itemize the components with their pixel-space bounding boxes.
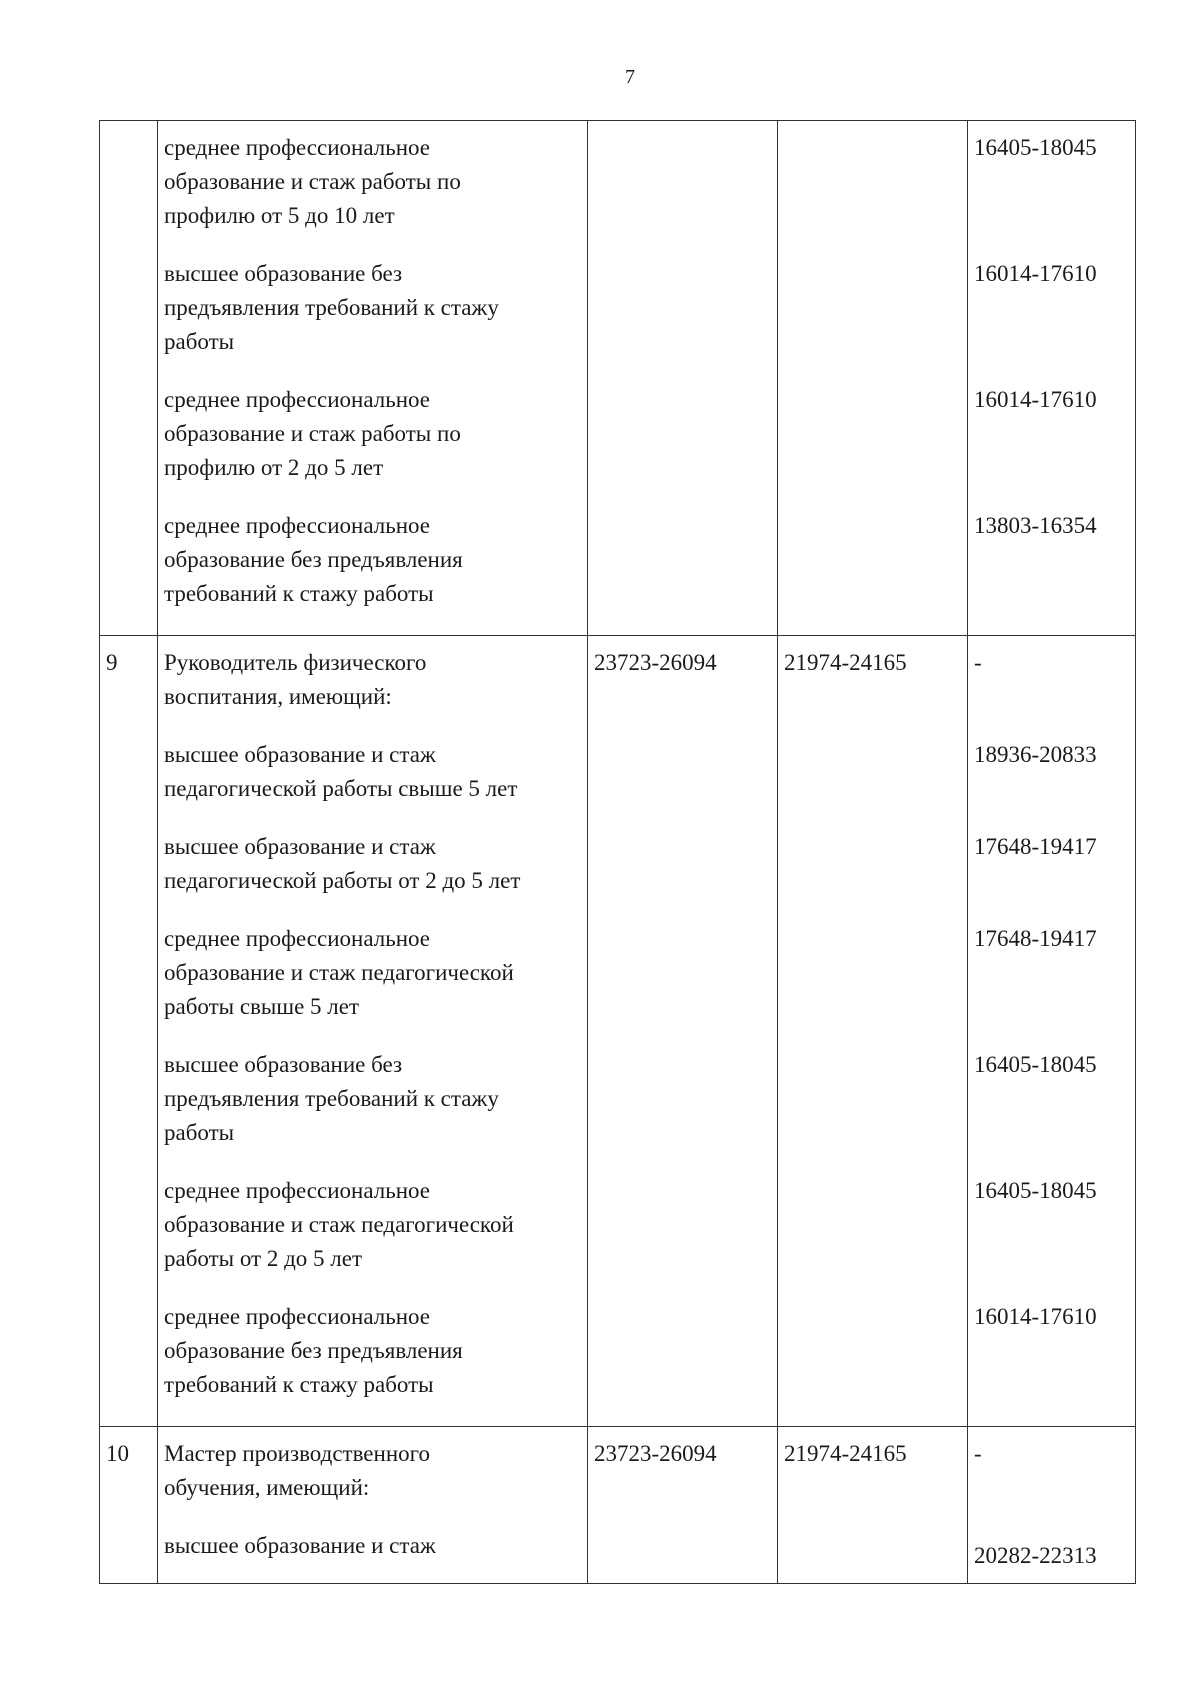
- description-line: образование без предъявления: [164, 1338, 463, 1363]
- description-line: работы: [164, 1120, 235, 1145]
- description-line: среднее профессиональное: [164, 1178, 430, 1203]
- salary-col-c-cell: -: [968, 636, 1136, 739]
- description-line: предъявления требований к стажу: [164, 295, 499, 320]
- description-line: профилю от 5 до 10 лет: [164, 203, 395, 228]
- salary-col-b-cell: [778, 1174, 968, 1300]
- description-line: высшее образование и стаж: [164, 742, 436, 767]
- row-number-cell: [100, 383, 158, 509]
- position-description-cell: [158, 1174, 588, 1300]
- row-number-cell: [100, 922, 158, 1048]
- salary-col-a-cell: [588, 1174, 778, 1300]
- page-number: 7: [625, 66, 635, 88]
- row-number-cell: 9: [100, 636, 158, 739]
- salary-col-b-cell: [778, 738, 968, 830]
- position-description-cell: [158, 257, 588, 383]
- table-row: [100, 830, 1136, 922]
- row-number-cell: [100, 1529, 158, 1584]
- row-number-cell: [100, 257, 158, 383]
- table-row: [100, 1048, 1136, 1174]
- salary-col-a-cell: [588, 830, 778, 922]
- table-row: [100, 1427, 1136, 1530]
- salary-col-b-cell: [778, 121, 968, 258]
- salary-col-b-cell: [778, 383, 968, 509]
- salary-col-a-cell: [588, 738, 778, 830]
- salary-col-c-cell: 17648-19417: [968, 830, 1136, 922]
- description-line: требований к стажу работы: [164, 581, 434, 606]
- salary-col-c-cell: 20282-22313: [968, 1529, 1136, 1584]
- description-line: профилю от 2 до 5 лет: [164, 455, 384, 480]
- salary-col-a-cell: [588, 509, 778, 636]
- row-number-cell: [100, 1300, 158, 1427]
- description-line: педагогической работы от 2 до 5 лет: [164, 868, 521, 893]
- row-number-cell: [100, 738, 158, 830]
- description-line: высшее образование без: [164, 261, 403, 286]
- table-row: [100, 1529, 1136, 1584]
- description-line: высшее образование и стаж: [164, 1533, 436, 1558]
- description-line: высшее образование без: [164, 1052, 403, 1077]
- salary-col-b-cell: [778, 257, 968, 383]
- salary-table: [99, 120, 1136, 1584]
- salary-col-c-cell: 17648-19417: [968, 922, 1136, 1048]
- salary-col-b-cell: [778, 830, 968, 922]
- description-line: предъявления требований к стажу: [164, 1086, 499, 1111]
- position-description-cell: [158, 1427, 588, 1530]
- salary-col-b-cell: [778, 1529, 968, 1584]
- salary-col-c-cell: 16405-18045: [968, 1048, 1136, 1174]
- salary-col-b-cell: 21974-24165: [778, 636, 968, 739]
- table-row: [100, 922, 1136, 1048]
- description-line: работы: [164, 329, 235, 354]
- salary-col-c-cell: 16405-18045: [968, 1174, 1136, 1300]
- row-number-cell: [100, 830, 158, 922]
- description-line: среднее профессиональное: [164, 387, 430, 412]
- salary-col-c-cell: 13803-16354: [968, 509, 1136, 636]
- description-line: высшее образование и стаж: [164, 834, 436, 859]
- position-description-cell: [158, 1048, 588, 1174]
- row-number-cell: [100, 1048, 158, 1174]
- row-number-cell: [100, 121, 158, 258]
- salary-col-c-cell: 16014-17610: [968, 1300, 1136, 1427]
- salary-col-a-cell: [588, 922, 778, 1048]
- position-description-cell: [158, 1529, 588, 1584]
- position-description-cell: [158, 509, 588, 636]
- row-number-cell: 10: [100, 1427, 158, 1530]
- salary-col-c-cell: 16405-18045: [968, 121, 1136, 258]
- description-line: среднее профессиональное: [164, 135, 430, 160]
- description-line: педагогической работы свыше 5 лет: [164, 776, 518, 801]
- position-description-cell: [158, 738, 588, 830]
- salary-col-c-cell: -: [968, 1427, 1136, 1530]
- description-line: среднее профессиональное: [164, 926, 430, 951]
- salary-col-a-cell: [588, 257, 778, 383]
- salary-col-b-cell: [778, 1300, 968, 1427]
- description-line: среднее профессиональное: [164, 1304, 430, 1329]
- table-row: [100, 1300, 1136, 1427]
- salary-col-a-cell: [588, 383, 778, 509]
- description-line: среднее профессиональное: [164, 513, 430, 538]
- description-line: работы свыше 5 лет: [164, 994, 360, 1019]
- description-line: образование и стаж работы по: [164, 169, 461, 194]
- salary-col-c-cell: 16014-17610: [968, 383, 1136, 509]
- table-row: [100, 383, 1136, 509]
- position-description-cell: [158, 922, 588, 1048]
- table-body: [100, 121, 1136, 1584]
- description-line: воспитания, имеющий:: [164, 684, 392, 709]
- salary-col-a-cell: [588, 121, 778, 258]
- salary-col-a-cell: 23723-26094: [588, 636, 778, 739]
- row-number-cell: [100, 1174, 158, 1300]
- description-line: Мастер производственного: [164, 1441, 430, 1466]
- description-line: работы от 2 до 5 лет: [164, 1246, 363, 1271]
- salary-col-b-cell: [778, 1048, 968, 1174]
- description-line: образование и стаж педагогической: [164, 960, 514, 985]
- salary-col-a-cell: 23723-26094: [588, 1427, 778, 1530]
- description-line: Руководитель физического: [164, 650, 427, 675]
- position-description-cell: [158, 636, 588, 739]
- position-description-cell: [158, 121, 588, 258]
- salary-col-c-cell: 16014-17610: [968, 257, 1136, 383]
- salary-col-a-cell: [588, 1300, 778, 1427]
- position-description-cell: [158, 1300, 588, 1427]
- description-line: обучения, имеющий:: [164, 1475, 370, 1500]
- salary-col-b-cell: 21974-24165: [778, 1427, 968, 1530]
- position-description-cell: [158, 383, 588, 509]
- table-row: [100, 738, 1136, 830]
- salary-col-a-cell: [588, 1048, 778, 1174]
- salary-col-c-cell: 18936-20833: [968, 738, 1136, 830]
- salary-col-a-cell: [588, 1529, 778, 1584]
- table-row: [100, 257, 1136, 383]
- table-row: [100, 636, 1136, 739]
- salary-col-b-cell: [778, 922, 968, 1048]
- description-line: образование без предъявления: [164, 547, 463, 572]
- description-line: образование и стаж педагогической: [164, 1212, 514, 1237]
- description-line: требований к стажу работы: [164, 1372, 434, 1397]
- table-row: [100, 509, 1136, 636]
- position-description-cell: [158, 830, 588, 922]
- table-row: [100, 121, 1136, 258]
- description-line: образование и стаж работы по: [164, 421, 461, 446]
- table-row: [100, 1174, 1136, 1300]
- salary-col-b-cell: [778, 509, 968, 636]
- row-number-cell: [100, 509, 158, 636]
